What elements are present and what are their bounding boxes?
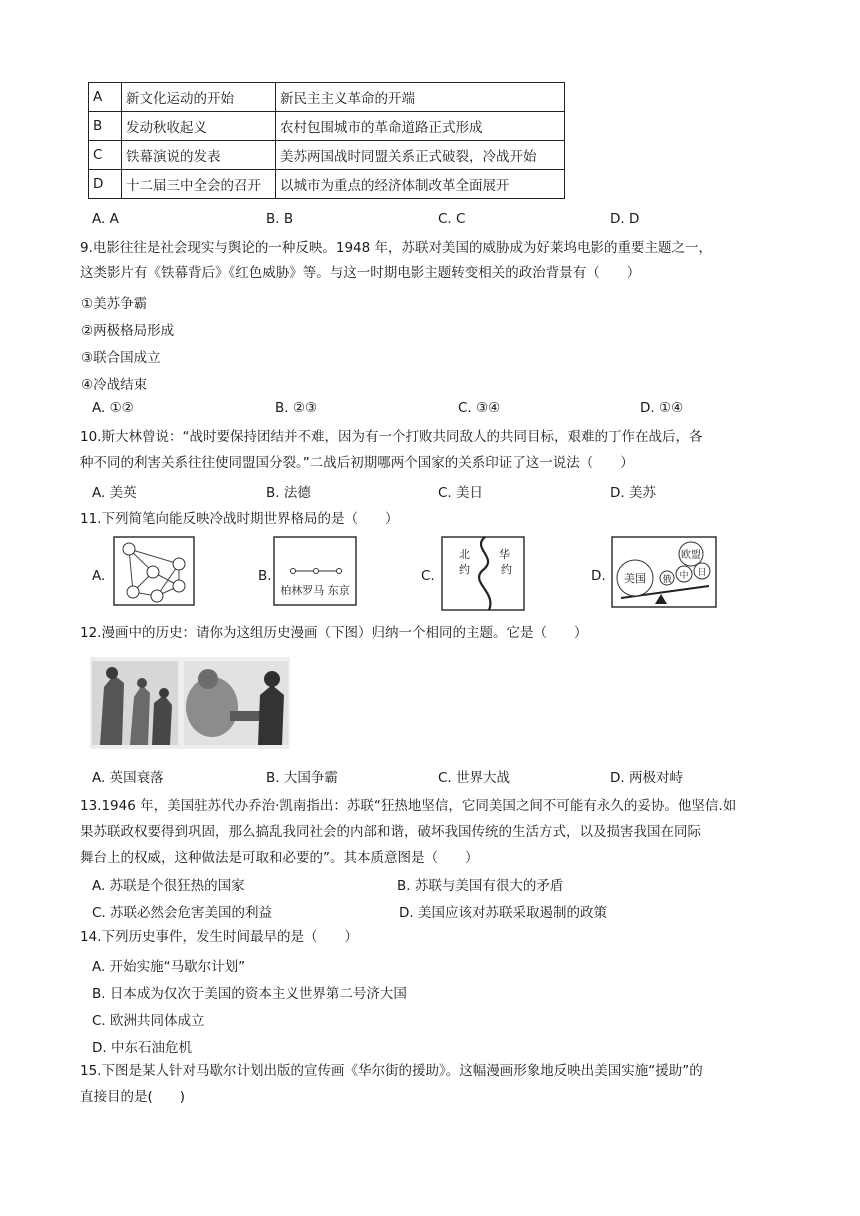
q13-stem-line3: 舞台上的权威，这种做法是可取和必要的”。其本质意图是（ ） <box>80 850 479 866</box>
q10-option-a[interactable]: A. 美英 <box>92 485 137 501</box>
q11-option-c[interactable]: C. <box>421 568 435 584</box>
q13-option-c[interactable]: C. 苏联必然会危害美国的利益 <box>92 905 273 921</box>
q12-option-a[interactable]: A. 英国衰落 <box>92 770 164 786</box>
q10-stem-line2: 种不同的利害关系往往使同盟国分裂。”二战后初期哪两个国家的关系印证了这一说法（ ） <box>80 455 634 471</box>
q8-option-table <box>88 82 565 199</box>
q15-stem-line2: 直接目的是( ) <box>80 1089 186 1105</box>
q11-figure-a-network <box>113 536 195 606</box>
q13-option-a[interactable]: A. 苏联是个很狂热的国家 <box>92 878 245 894</box>
table-row <box>89 83 565 112</box>
q8-option-b[interactable]: B. B <box>266 211 294 227</box>
q10-stem-line1: 10.斯大林曾说：“战时要保持团结并不难，因为有一个打败共同敌人的共同目标，艰难的丁作在战后，各 <box>80 429 703 445</box>
q11-option-a[interactable]: A. <box>92 568 106 584</box>
figure-d-label-china: 中 <box>679 571 689 581</box>
q13-option-b[interactable]: B. 苏联与美国有很大的矛盾 <box>397 878 564 894</box>
table-cell: 铁幕演说的发表 <box>122 141 276 170</box>
q10-option-c[interactable]: C. 美日 <box>438 485 484 501</box>
figure-c-right-char2: 约 <box>501 563 512 576</box>
q11-figure-c-divided-map <box>441 536 525 611</box>
q14-stem: 14.下列历史事件，发生时间最早的是（ ） <box>80 929 358 945</box>
q11-figure-d-balance <box>611 536 717 608</box>
q15-stem-line1: 15.下图是某人针对马歇尔计划出版的宣传画《华尔街的援助》。这幅漫画形象地反映出美国实施“援助”的 <box>80 1063 703 1079</box>
table-cell: D <box>89 170 122 199</box>
q8-option-c[interactable]: C. C <box>438 211 466 227</box>
q9-item-1: ①美苏争霸 <box>81 296 148 312</box>
table-cell: 以城市为重点的经济体制改革全面展开 <box>276 170 565 199</box>
table-cell: 农村包围城市的革命道路正式形成 <box>276 112 565 141</box>
q8-option-d[interactable]: D. D <box>610 211 640 227</box>
q14-option-a[interactable]: A. 开始实施“马歇尔计划” <box>92 959 246 975</box>
table-cell: 十二届三中全会的召开 <box>122 170 276 199</box>
table-cell: 发动秋收起义 <box>122 112 276 141</box>
q11-option-b[interactable]: B. <box>258 568 272 584</box>
table-row <box>89 141 565 170</box>
table-cell: 新文化运动的开始 <box>122 83 276 112</box>
q11-option-d[interactable]: D. <box>591 568 606 584</box>
table-cell: A <box>89 83 122 112</box>
q12-option-d[interactable]: D. 两极对峙 <box>610 770 683 786</box>
figure-c-right-char1: 华 <box>499 548 510 561</box>
table-cell: C <box>89 141 122 170</box>
q12-stem: 12.漫画中的历史：请你为这组历史漫画（下图）归纳一个相同的主题。它是（ ） <box>80 625 588 641</box>
table-cell: 新民主主义革命的开端 <box>276 83 565 112</box>
table-cell: 美苏两国战时同盟关系正式破裂，冷战开始 <box>276 141 565 170</box>
table-row <box>89 112 565 141</box>
figure-d-label-russia: 俄 <box>662 575 672 585</box>
q9-option-a[interactable]: A. ①② <box>92 400 134 416</box>
q11-figure-b-axis <box>273 536 357 606</box>
q9-option-d[interactable]: D. ①④ <box>640 400 684 416</box>
table-row <box>89 170 565 199</box>
figure-c-left-char2: 约 <box>459 563 470 576</box>
q13-stem-line1: 13.1946 年，美国驻苏代办乔治·凯南指出：苏联“狂热地坚信，它同美国之间不可能有永久的妥协。他坚信.如 <box>80 798 737 814</box>
figure-d-label-usa: 美国 <box>624 572 646 585</box>
q9-item-3: ③联合国成立 <box>81 350 161 366</box>
q9-item-4: ④冷战结束 <box>81 377 148 393</box>
q9-option-b[interactable]: B. ②③ <box>275 400 318 416</box>
figure-d-label-japan: 日 <box>697 568 707 578</box>
figure-b-label: 柏林罗马 东京 <box>280 584 350 597</box>
q12-option-b[interactable]: B. 大国争霸 <box>266 770 338 786</box>
figure-c-left-char1: 北 <box>459 548 470 561</box>
q14-option-d[interactable]: D. 中东石油危机 <box>92 1040 192 1056</box>
q12-option-c[interactable]: C. 世界大战 <box>438 770 511 786</box>
q9-stem-line2: 这类影片有《铁幕背后》《红色威胁》等。与这一时期电影主题转变相关的政治背景有（ ） <box>80 265 641 281</box>
q11-stem: 11.下列简笔向能反映冷战时期世界格局的是（ ） <box>80 511 399 527</box>
q13-option-d[interactable]: D. 美国应该对苏联采取遏制的政策 <box>399 905 607 921</box>
table-cell: B <box>89 112 122 141</box>
q9-stem-line1: 9.电影往往是社会现实与舆论的一种反映。1948 年，苏联对美国的威胁成为好莱坞电影的重要主题之一， <box>80 240 713 256</box>
figure-d-label-eu: 欧盟 <box>681 550 701 561</box>
q8-option-a[interactable]: A. A <box>92 211 119 227</box>
q14-option-c[interactable]: C. 欧洲共同体成立 <box>92 1013 205 1029</box>
q12-cartoon-image <box>90 657 290 749</box>
q9-item-2: ②两极格局形成 <box>81 323 175 339</box>
q14-option-b[interactable]: B. 日本成为仅次于美国的资本主义世界第二号济大国 <box>92 986 407 1002</box>
q13-stem-line2: 果苏联政权要得到巩固，那么搞乱我同社会的内部和谐，破坏我国传统的生活方式，以及损害我国在同际 <box>80 824 701 840</box>
q10-option-b[interactable]: B. 法德 <box>266 485 311 501</box>
q10-option-d[interactable]: D. 美苏 <box>610 485 656 501</box>
q9-option-c[interactable]: C. ③④ <box>458 400 501 416</box>
